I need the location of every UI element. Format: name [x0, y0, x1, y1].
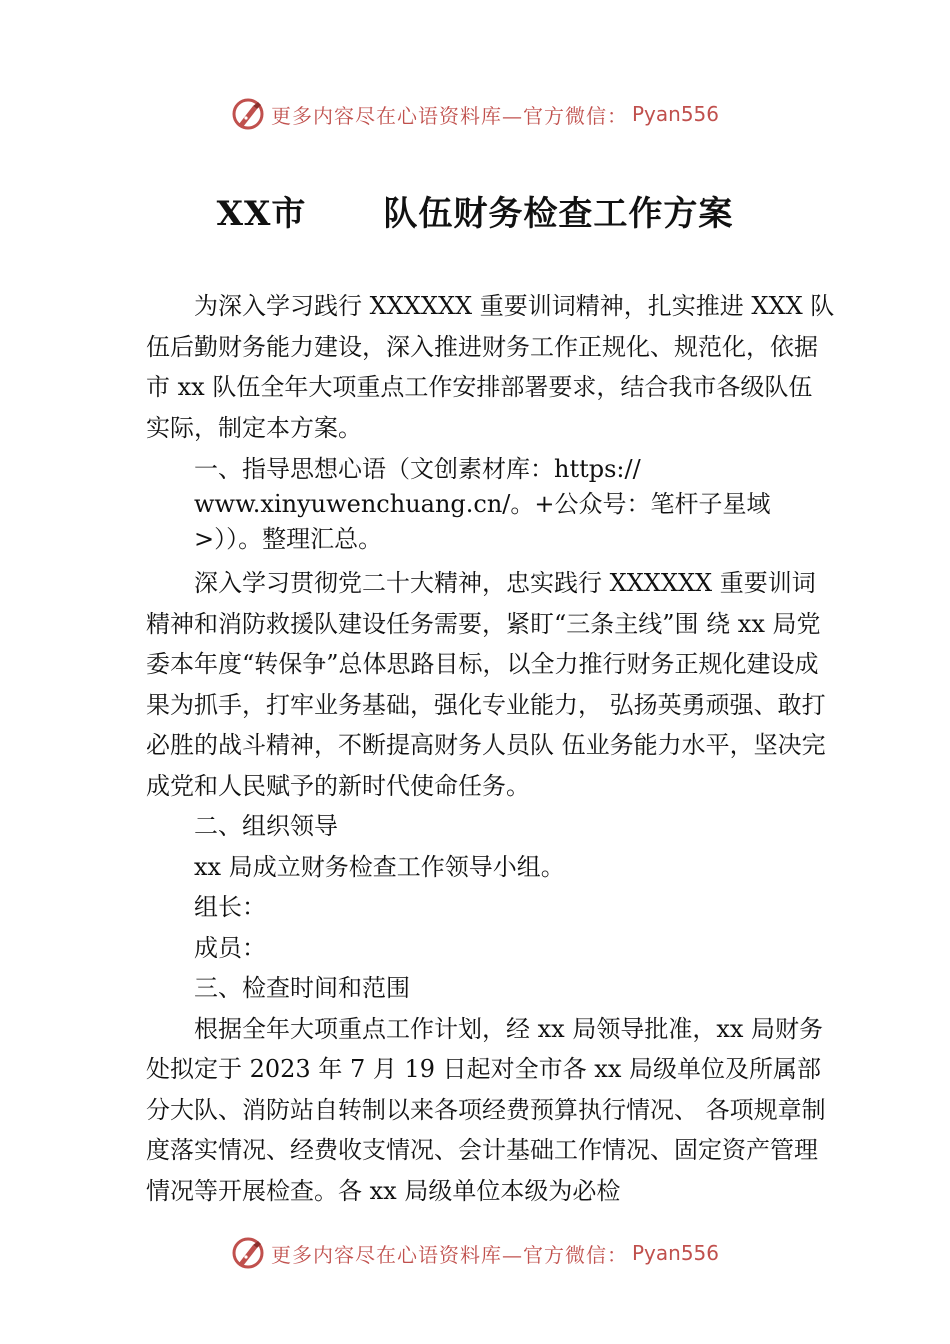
footer-banner [0, 1233, 950, 1273]
section-heading-time-scope: 三、检查时间和范围 [194, 974, 410, 1002]
header-banner [0, 94, 950, 134]
section-heading-guiding-ideology: 一、指导思想心语（文创素材库：https:// www.xinyuwenchuang.cn/。+公众号：笔杆子星域>））。整理汇总。 [194, 455, 771, 553]
fountain-pen-logo-icon [231, 1236, 265, 1270]
banner-text: 更多内容尽在心语资料库—官方微信： [270, 103, 628, 128]
guiding-ideology-paragraph: 深入学习贯彻党二十大精神，忠实践行 XXXXXX 重要训词精神和消防救援队建设任务需要，紧盯“三条主线”围 绕 xx 局党委本年度“转保争”总体思路目标，以全力推行财务正规化建设成果为抓手，打牢业务基础，强化专业能力， 弘扬英勇顽强、敢打必胜的战斗精神，不断提高财务人员队 伍业务能力水平，坚决完成党和人民赋予的新时代使命任务。 [146, 569, 826, 800]
leadership-group-line: xx 局成立财务检查工作领导小组。 [194, 852, 565, 881]
group-leader-line: 组长： [194, 893, 266, 921]
banner-wechat-id: Pyan556 [631, 102, 719, 126]
section-heading-organization: 二、组织领导 [194, 812, 338, 840]
banner-text: 更多内容尽在心语资料库—官方微信： [270, 1242, 628, 1267]
members-line: 成员： [194, 933, 266, 962]
document-body [146, 286, 836, 1211]
intro-paragraph: 为深入学习践行 XXXXXX 重要训词精神，扎实推进 XXX 队伍后勤财务能力建设，深入推进财务工作正规化、规范化，依据市 xx 队伍全年大项重点工作安排部署要求，结合我市各级队伍实际，制定本方案。 [146, 292, 835, 442]
banner-wechat-id: Pyan556 [631, 1241, 719, 1265]
document-title: XX市 队伍财务检查工作方案 [216, 194, 734, 234]
fountain-pen-logo-icon [231, 97, 265, 131]
time-scope-paragraph: 根据全年大项重点工作计划，经 xx 局领导批准，xx 局财务处拟定于 2023 年 7 月 19 日起对全市各 xx 局级单位及所属部分大队、消防站自转制以来各项经费预算执行情况、 各项规章制度落实情况、经费收支情况、会计基础工作情况、固定资产管理情况等开展检查。各 xx 局级单位本级为必检 [146, 1014, 826, 1205]
